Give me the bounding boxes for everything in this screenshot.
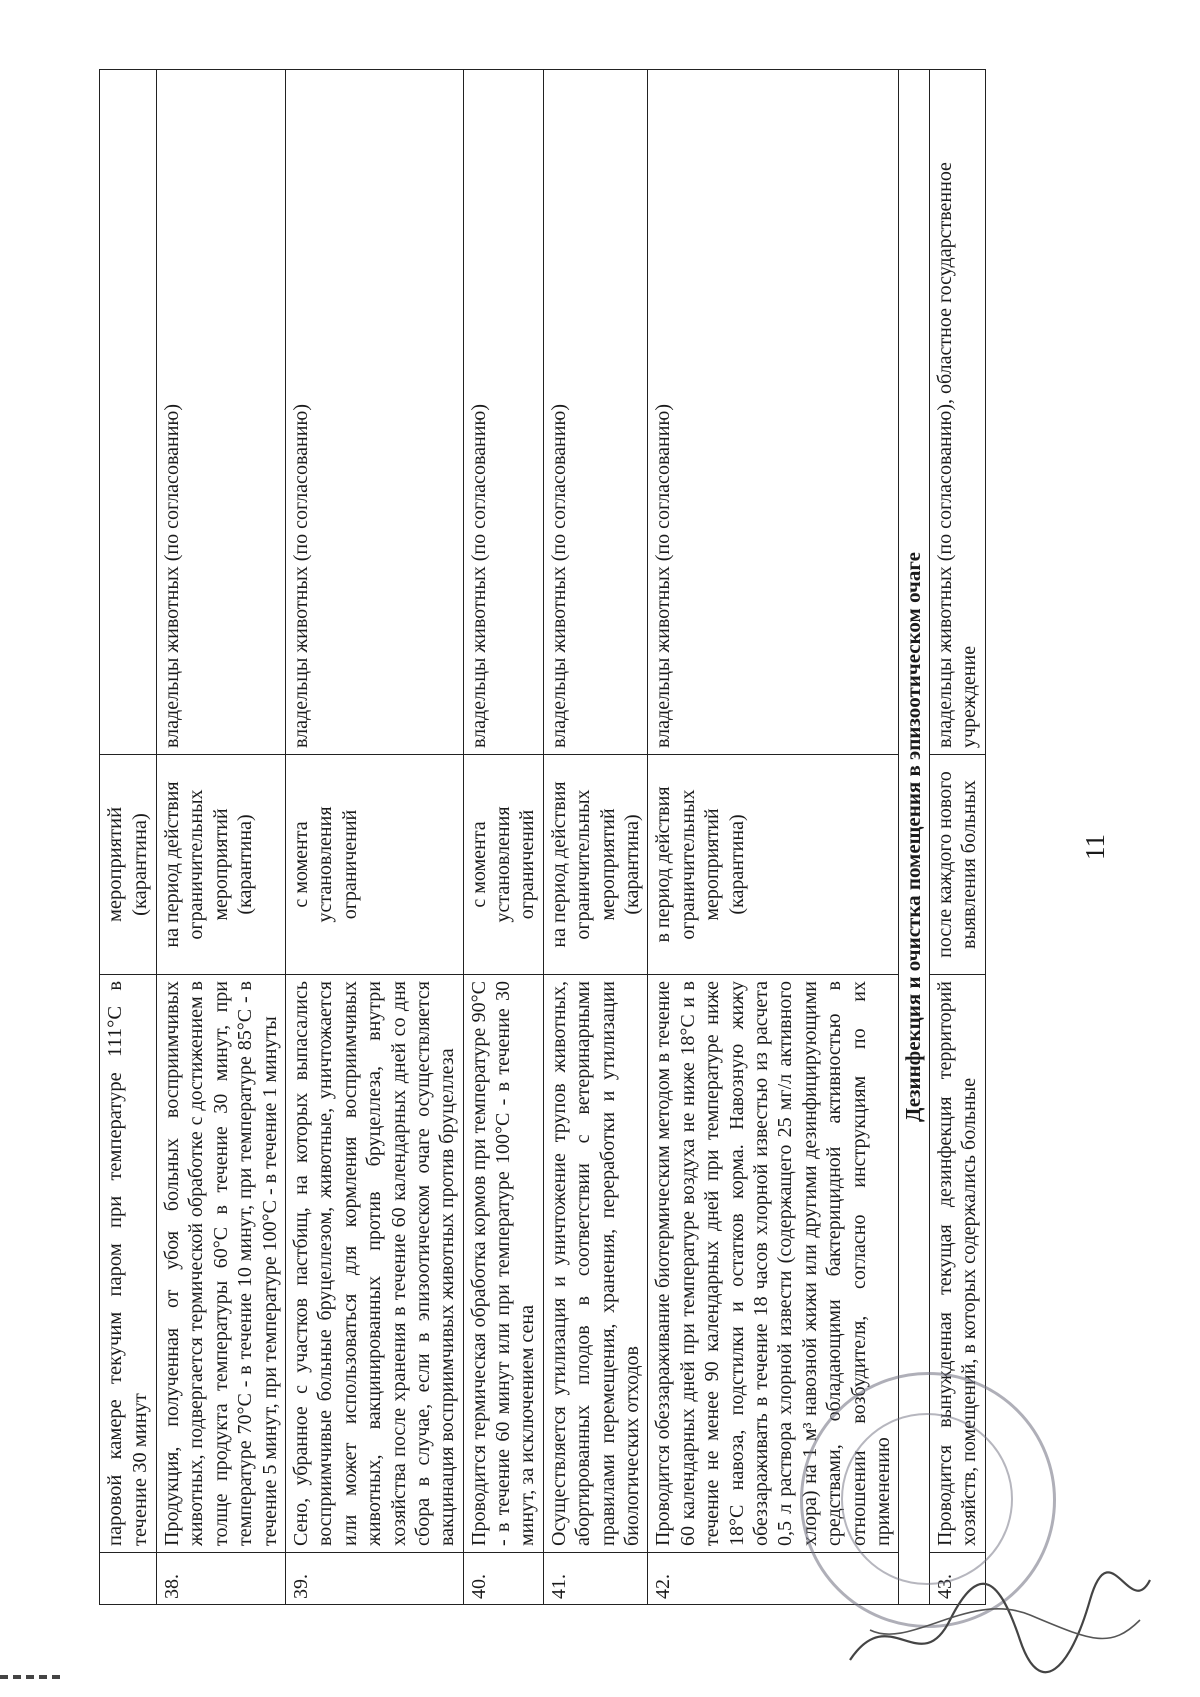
measure-text: Проводится термическая обработка кормов при температуре 90°С - в течение 60 минут или при температуре 100°С - в течение 30 минут, за исключением сена — [463, 975, 543, 1553]
measure-period: с момента установления ограничений — [463, 755, 543, 975]
table-row — [543, 70, 648, 1605]
row-number: 39. — [285, 1553, 463, 1605]
measure-text: Проводится обеззараживание биотермическим методом в течение 60 календарных дней при температуре воздуха не ниже 18°С и в течение не менее 90 календарных дней при температуре ниже 18°С навоза, подстилки и остатков корма. Навозную жижу обеззараживать в течение 18 часов хлорной известью из расчета 0,5 л раствора хлорной извести (содержащего 25 мг/л активного хлора) на 1 м³ навозной жижи или другими дезинфицирующими средствами, обладающими бактерицидной активностью в отношении возбудителя, согласно инструкциям по их применению — [648, 975, 899, 1553]
measure-text: Осуществляется утилизация и уничтожение трупов животных, абортированных плодов в соответствии с ветеринарными правилами перемещения, хранения, переработки и утилизации биологических отходов — [543, 975, 648, 1553]
measure-responsible: владельцы животных (по согласованию) — [543, 70, 648, 755]
row-number — [100, 1553, 157, 1605]
measure-responsible: владельцы животных (по согласованию), областное государственное учреждение — [929, 70, 985, 755]
measure-period: на период действия ограничительных мероприятий (карантина) — [543, 755, 648, 975]
row-number: 38. — [157, 1553, 286, 1605]
table-row — [157, 70, 286, 1605]
row-number: 42. — [648, 1553, 899, 1605]
measure-text: Продукция, полученная от убоя больных восприимчивых животных, подвергается термической обработке с достижением в толще продукта температуры 60°С в течение 30 минут, при температуре 70°С - в течение 10 минут, при температуре 85°С - в течение 5 минут, при температуре 100°С - в течение 1 минуты — [157, 975, 286, 1553]
measure-responsible — [100, 70, 157, 755]
row-number: 41. — [543, 1553, 648, 1605]
measure-text: Проводится вынужденная текущая дезинфекция территорий хозяйств, помещений, в которых содержались больные — [929, 975, 985, 1553]
measure-responsible: владельцы животных (по согласованию) — [648, 70, 899, 755]
measure-period: мероприятий (карантина) — [100, 755, 157, 975]
page-number: 11 — [1080, 834, 1110, 860]
measure-responsible: владельцы животных (по согласованию) — [157, 70, 286, 755]
measure-period: на период действия ограничительных мероприятий (карантина) — [157, 755, 286, 975]
measure-responsible: владельцы животных (по согласованию) — [463, 70, 543, 755]
table-row — [648, 70, 899, 1605]
measure-period: после каждого нового выявления больных — [929, 755, 985, 975]
row-number: 43. — [929, 1553, 985, 1605]
measure-period: в период действия ограничительных мероприятий (карантина) — [648, 755, 899, 975]
table-row — [285, 70, 463, 1605]
table-row — [463, 70, 543, 1605]
table-row — [100, 70, 157, 1605]
row-number: 40. — [463, 1553, 543, 1605]
measure-responsible: владельцы животных (по согласованию) — [285, 70, 463, 755]
measure-text: Сено, убранное с участков пастбищ, на которых выпасались восприимчивые больные бруцеллезом, животные, уничтожается или может использоваться для кормления восприимчивых животных, вакцинированных против бруцеллеза, внутри хозяйства после хранения в течение 60 календарных дней со дня сбора в случае, если в эпизоотическом очаге осуществляется вакцинация восприимчивых животных против бруцеллеза — [285, 975, 463, 1553]
measures-table — [99, 69, 986, 1605]
section-title: Дезинфекция и очистка помещения в эпизоотическом очаге — [899, 70, 930, 1605]
measure-period: с момента установления ограничений — [285, 755, 463, 975]
handwritten-signature — [830, 1560, 1160, 1680]
measure-text: паровой камере текучим паром при температуре 111°С в течение 30 минут — [100, 975, 157, 1553]
